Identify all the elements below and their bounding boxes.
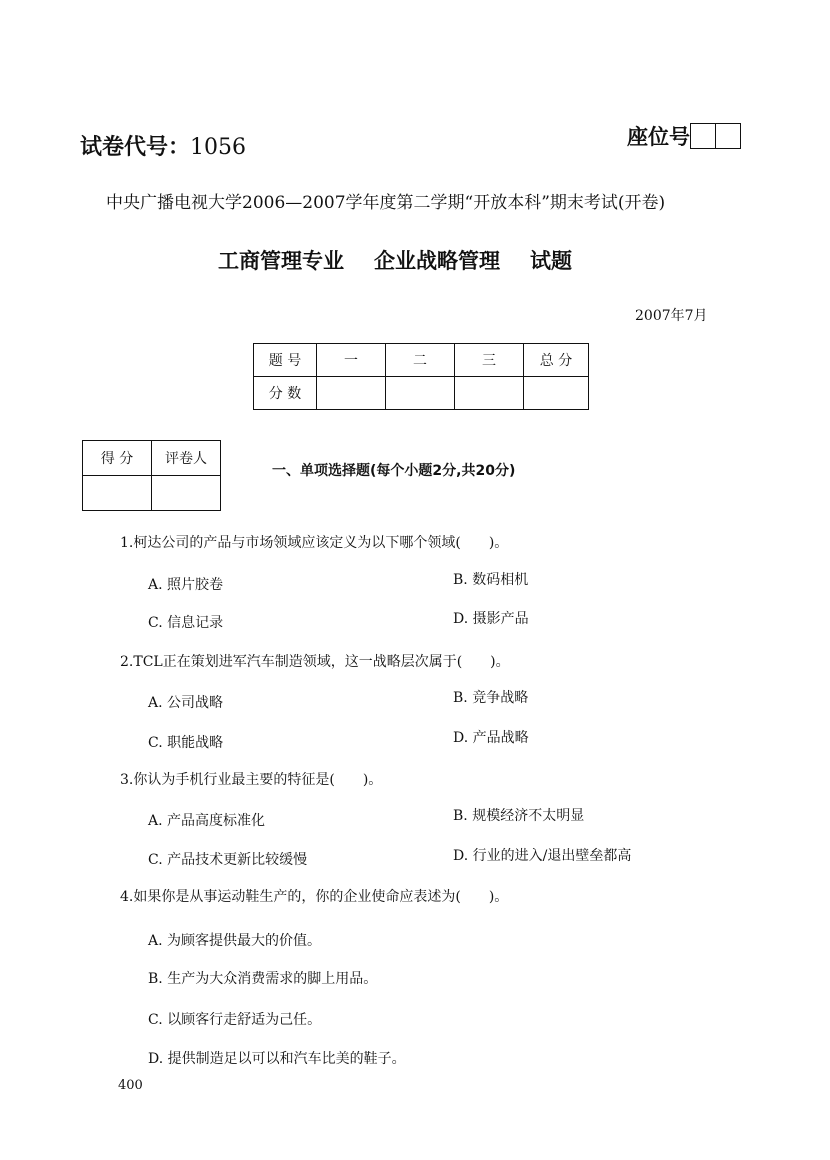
table-cell: 二	[386, 344, 455, 377]
table-cell: 一	[317, 344, 386, 377]
score-input-cell[interactable]	[524, 377, 589, 410]
option[interactable]: B. 数码相机	[453, 572, 529, 588]
option[interactable]: D. 摄影产品	[453, 611, 529, 627]
question-stem: 1.柯达公司的产品与市场领域应该定义为以下哪个领域( )。	[120, 535, 509, 551]
option[interactable]: C. 以顾客行走舒适为己任。	[148, 1012, 322, 1028]
exam-header-line: 中央广播电视大学2006—2007学年度第二学期“开放本科”期末考试(开卷)	[106, 193, 666, 213]
section-title: 一、单项选择题(每个小题2分,共20分)	[272, 463, 516, 479]
table-row	[254, 344, 589, 377]
option[interactable]: A. 公司战略	[148, 695, 224, 711]
table-row	[83, 476, 221, 511]
exam-title	[218, 245, 572, 275]
title-course: 企业战略管理	[374, 249, 500, 273]
table-cell: 得 分	[83, 441, 152, 476]
option[interactable]: C. 产品技术更新比较缓慢	[148, 852, 308, 868]
score-input-cell[interactable]	[83, 476, 152, 511]
seat-number	[627, 121, 741, 151]
table-cell: 分 数	[254, 377, 317, 410]
score-input-cell[interactable]	[317, 377, 386, 410]
option[interactable]: A. 照片胶卷	[148, 577, 224, 593]
question-stem: 3.你认为手机行业最主要的特征是( )。	[120, 772, 383, 788]
option[interactable]: B. 生产为大众消费需求的脚上用品。	[148, 971, 378, 987]
option[interactable]: A. 为顾客提供最大的价值。	[148, 933, 322, 949]
paper-code-value: 1056	[190, 135, 247, 160]
option[interactable]: C. 信息记录	[148, 615, 224, 631]
option[interactable]: D. 行业的进入/退出壁垒都高	[453, 848, 632, 864]
table-cell: 总 分	[524, 344, 589, 377]
option[interactable]: D. 产品战略	[453, 730, 529, 746]
paper-code-label: 试卷代号：	[80, 135, 191, 160]
score-input-cell[interactable]	[455, 377, 524, 410]
option[interactable]: C. 职能战略	[148, 735, 224, 751]
score-input-cell[interactable]	[386, 377, 455, 410]
option[interactable]: D. 提供制造足以可以和汽车比美的鞋子。	[148, 1051, 406, 1067]
title-suffix: 试题	[530, 249, 572, 273]
table-cell: 三	[455, 344, 524, 377]
seat-box	[690, 123, 716, 149]
option[interactable]: B. 规模经济不太明显	[453, 808, 585, 824]
question-stem: 2.TCL正在策划进军汽车制造领域，这一战略层次属于( )。	[120, 654, 510, 670]
table-row	[83, 441, 221, 476]
option[interactable]: A. 产品高度标准化	[148, 813, 266, 829]
page-number: 400	[118, 1078, 143, 1093]
paper-code	[80, 130, 246, 161]
seat-label: 座位号	[627, 125, 690, 149]
table-cell: 评卷人	[152, 441, 221, 476]
score-table	[253, 343, 589, 410]
table-cell: 题 号	[254, 344, 317, 377]
question-stem: 4.如果你是从事运动鞋生产的，你的企业使命应表述为( )。	[120, 889, 509, 905]
title-major: 工商管理专业	[218, 249, 344, 273]
grader-input-cell[interactable]	[152, 476, 221, 511]
exam-date: 2007年7月	[635, 308, 708, 324]
grader-table	[82, 440, 221, 511]
seat-box	[716, 123, 741, 149]
option[interactable]: B. 竞争战略	[453, 690, 529, 706]
table-row	[254, 377, 589, 410]
